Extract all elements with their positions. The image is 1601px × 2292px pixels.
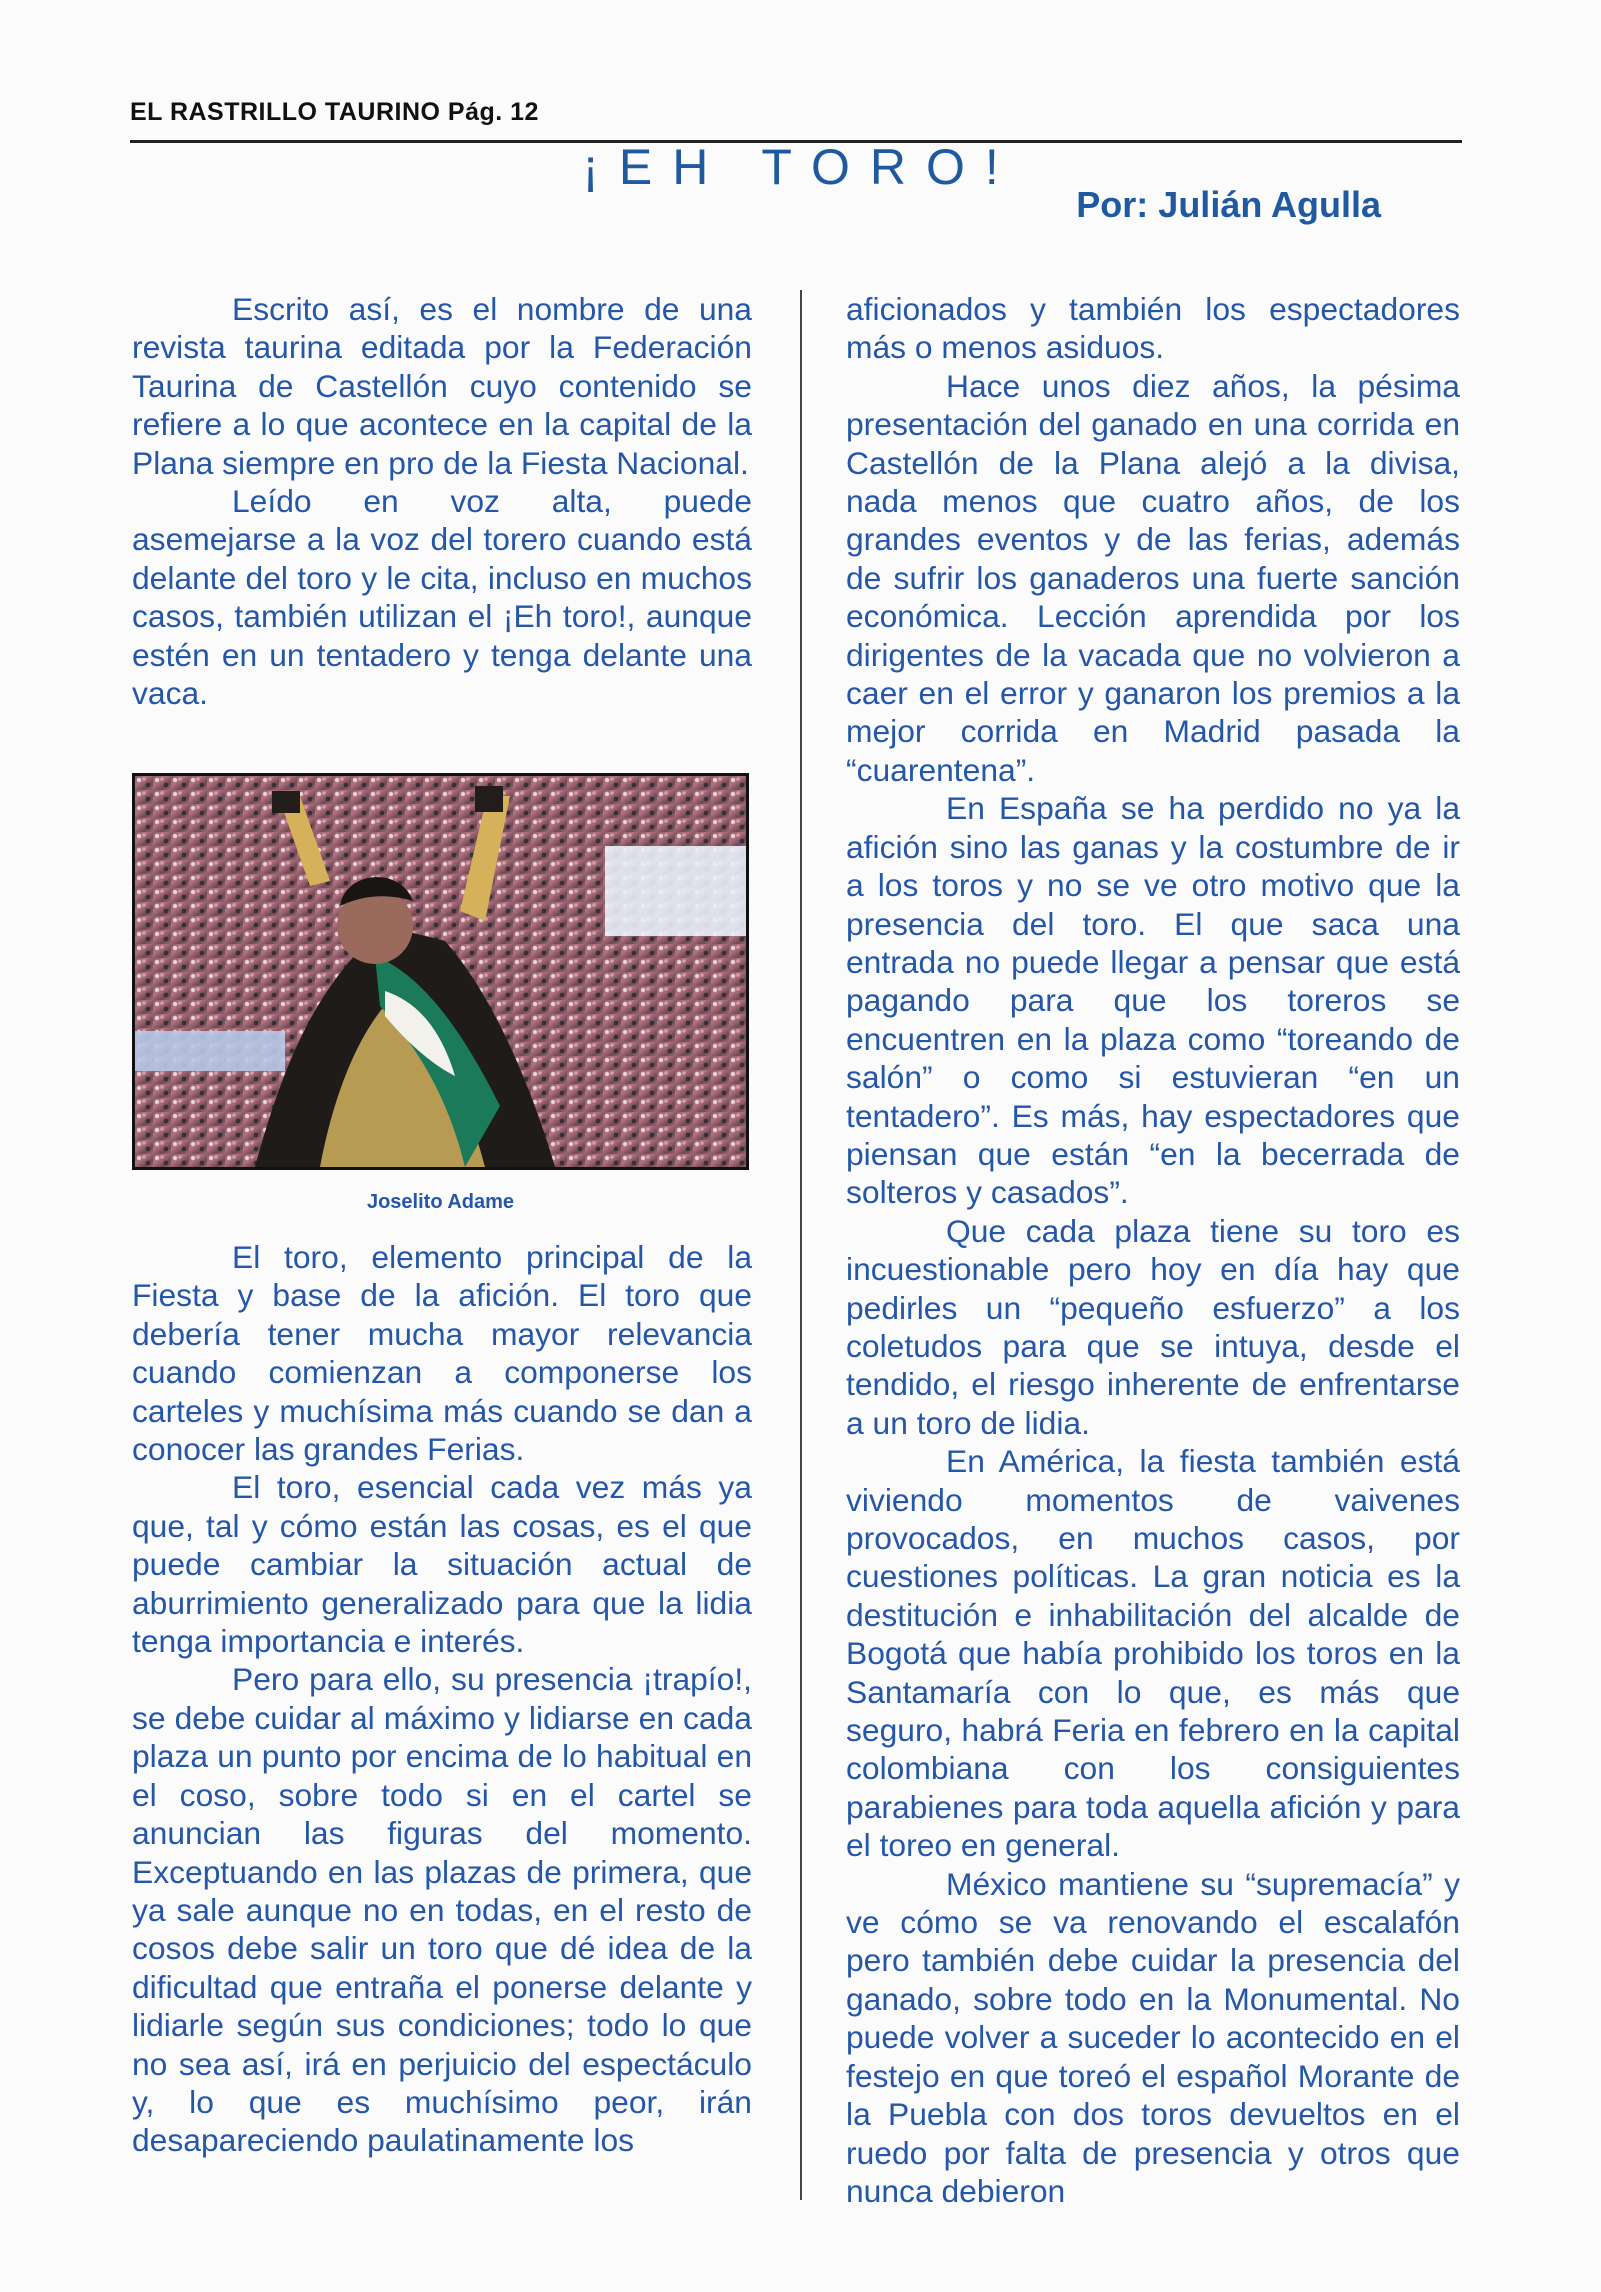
page-header <box>130 98 1462 143</box>
bullfighter-photo <box>132 773 749 1170</box>
paragraph: Que cada plaza tiene su toro es incuestionable pero hoy en día hay que pedirles un “pequeño esfuerzo” a los coletudos para que se intuya, desde el tendido, el riesgo inherente de enfrentarse a un toro de lidia. <box>846 1212 1460 1441</box>
photo-caption: Joselito Adame <box>366 1191 515 1213</box>
paragraph: Pero para ello, su presencia ¡trapío!, se debe cuidar al máximo y lidiarse en cada plaza un punto por encima de lo habitual en el coso, sobre todo si en el cartel se anuncian las figuras del momento. Exceptuando en las plazas de primera, que ya sale aunque no en todas, en el resto de cosos debe salir un toro que dé idea de la dificultad que entraña el ponerse delante y lidiarle según sus condiciones; todo lo que no sea así, irá en perjuicio del espectáculo y, lo que es muchísimo peor, irán desapareciendo paulatinamente los <box>132 1661 752 2159</box>
right-column <box>846 290 1460 2210</box>
paragraph: Leído en voz alta, puede asemejarse a la voz del torero cuando está delante del toro y le cita, incluso en muchos casos, también utilizan el ¡Eh toro!, aunque estén en un tentadero y tenga delante una vaca. <box>132 483 752 712</box>
left-column-top <box>132 290 752 712</box>
bullfighter-photo-image <box>135 776 746 1167</box>
article-byline: Por: Julián Agulla <box>1076 184 1381 225</box>
paragraph: En América, la fiesta también está viviendo momentos de vaivenes provocados, en muchos casos, por cuestiones políticas. La gran noticia es la destitución e inhabilitación del alcalde de Bogotá que había prohibido los toros en la Santamaría con lo que, es más que seguro, habrá Feria en febrero en la capital colombiana con los consiguientes parabienes para toda aquella afición y para el toreo en general. <box>846 1443 1460 1864</box>
left-column-bottom <box>132 1238 752 2160</box>
paragraph: México mantiene su “supremacía” y ve cómo se va renovando el escalafón pero también debe cuidar la presencia del ganado, sobre todo en la Monumental. No puede volver a suceder lo acontecido en el festejo en que toreó el español Morante de la Puebla con dos toros devueltos en el ruedo por falta de presencia y otros que nunca debieron <box>846 1865 1460 2209</box>
paragraph: Escrito así, es el nombre de una revista taurina editada por la Federación Taurina de Castellón cuyo contenido se refiere a lo que acontece en la capital de la Plana siempre en pro de la Fiesta Nacional. <box>132 291 752 481</box>
column-divider <box>800 290 802 2200</box>
paragraph: Hace unos diez años, la pésima presentación del ganado en una corrida en Castellón de la Plana alejó a la divisa, nada menos que cuatro años, de los grandes eventos y de las ferias, además de sufrir los ganaderos una fuerte sanción económica. Lección aprendida por los dirigentes de la vacada que no volvieron a caer en el error y ganaron los premios a la mejor corrida en Madrid pasada la “cuarentena”. <box>846 367 1460 788</box>
paragraph: En España se ha perdido no ya la afición sino las ganas y la costumbre de ir a los toros y no se ve otro motivo que la presencia del toro. El que saca una entrada no puede llegar a pensar que está pagando para que los toreros se encuentren en la plaza como “toreando de salón” o como si estuvieran “en un tentadero”. Es más, hay espectadores que piensan que están “en la becerrada de solteros y casados”. <box>846 790 1460 1211</box>
paragraph: El toro, esencial cada vez más ya que, tal y cómo están las cosas, es el que puede cambiar la situación actual de aburrimiento generalizado para que la lidia tenga importancia e interés. <box>132 1469 752 1660</box>
publication-name: EL RASTRILLO TAURINO Pág. 12 <box>130 98 539 126</box>
article-title: ¡EH TORO! <box>582 139 1019 195</box>
paragraph: aficionados y también los espectadores más o menos asiduos. <box>846 291 1460 366</box>
paragraph: El toro, elemento principal de la Fiesta y base de la afición. El toro que debería tener mucha mayor relevancia cuando comienzan a componerse los carteles y muchísima más cuando se dan a conocer las grandes Ferias. <box>132 1239 752 1468</box>
